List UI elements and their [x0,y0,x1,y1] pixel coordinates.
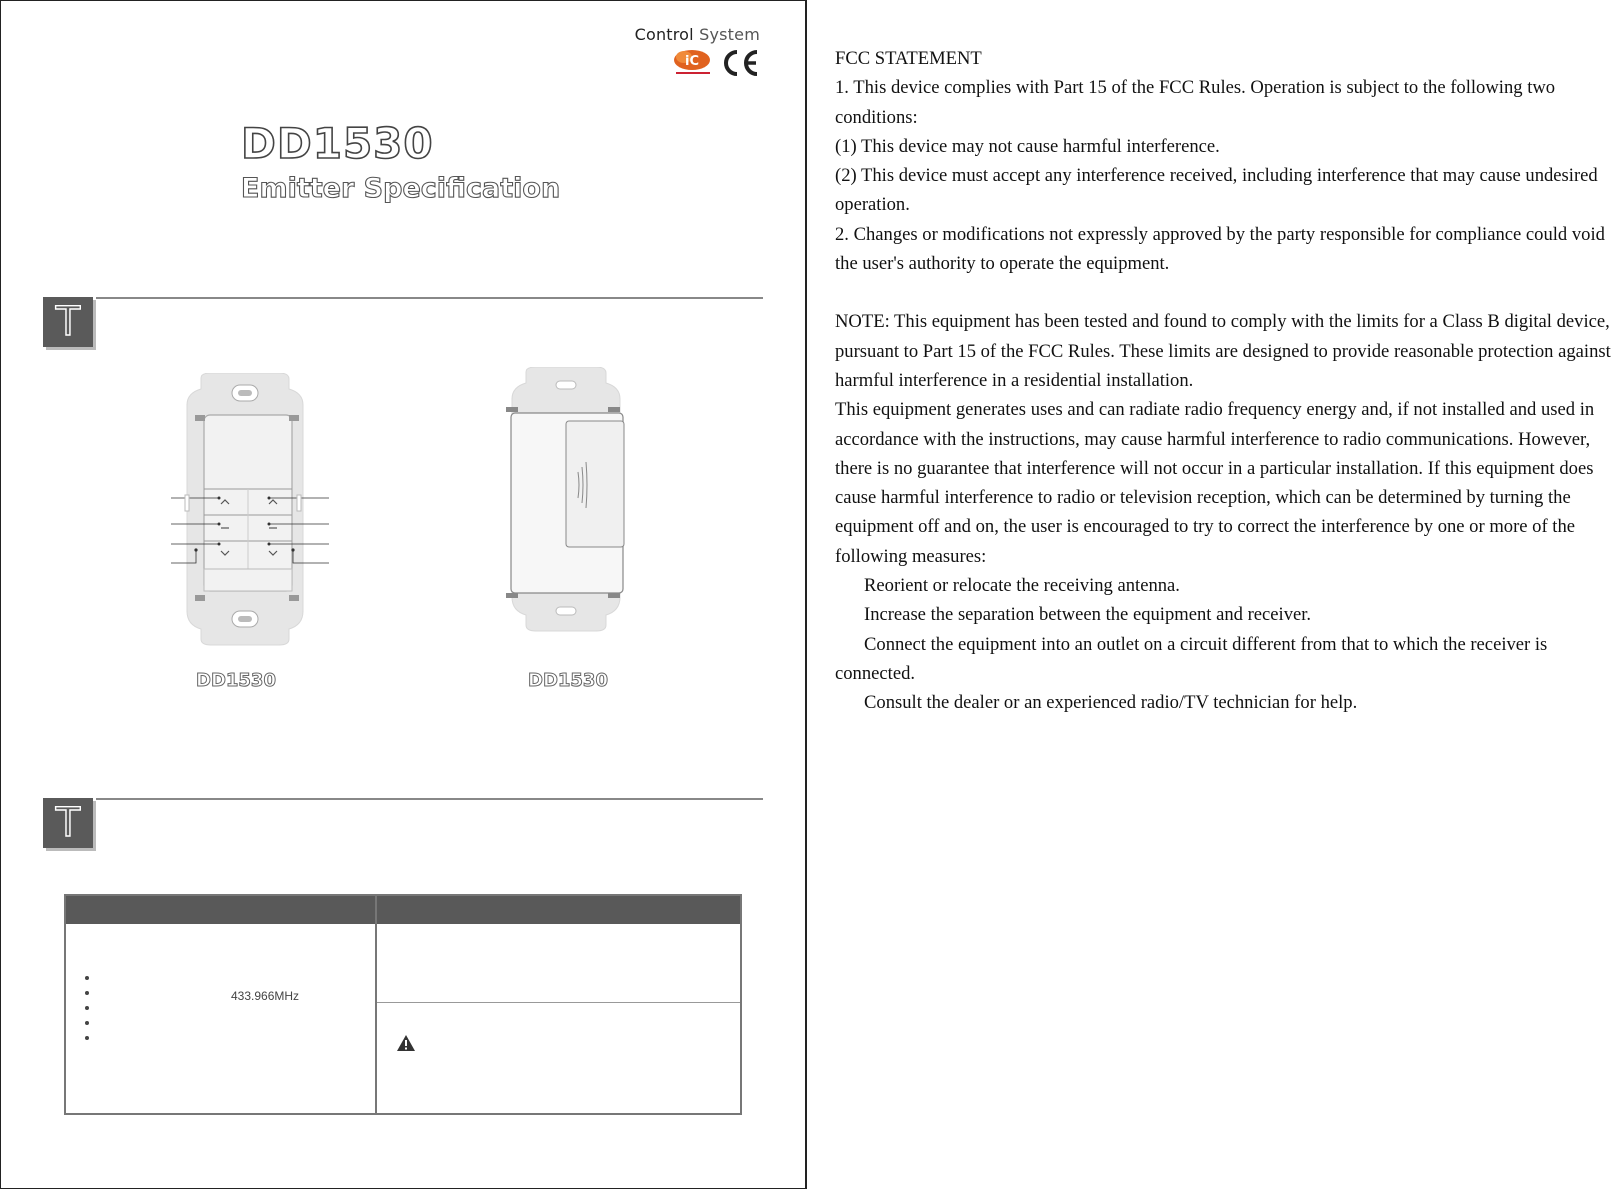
fcc-measure-item: Consult the dealer or an experienced radio/TV technician for help. [864,692,1358,714]
brand-name-bold: Control [634,25,694,44]
brand-name-light: System [699,25,760,44]
spec-bullet [85,1036,89,1040]
section-badge-1 [43,297,93,347]
spec-table-column-divider [375,896,377,1113]
section-badge-2 [43,798,93,848]
fcc-measure-item: Increase the separation between the equipment and receiver. [864,604,1312,626]
brand-name [635,25,760,44]
fcc-statement [835,44,1615,718]
spec-table-row-divider [377,1002,740,1003]
page-title: DD1530 [241,119,434,168]
title-block [241,121,560,204]
spec-bullet [85,976,89,980]
paragraph-gap [835,278,1615,307]
section-divider-2 [96,798,763,800]
svg-text:iC: iC [685,54,699,69]
spec-frequency-value: 433.966MHz [231,989,300,1003]
fcc-paragraph: (2) This device must accept any interference received, including interference that may cause undesired operation. [835,165,1598,216]
device-front-illustration [171,373,331,648]
spec-bullet [85,1006,89,1010]
device-label-back: DD1530 [528,670,608,691]
ce-mark-icon [722,48,760,78]
spec-bullet [85,991,89,995]
ismartcontrol-logo-icon [672,48,714,78]
fcc-heading: FCC STATEMENT [835,48,982,69]
left-page [0,0,807,1189]
spec-table-header [66,896,740,924]
fcc-paragraph: 2. Changes or modifications not expressly approved by the party responsible for compliance could void the user's authority to operate the equipment. [835,223,1605,275]
page-subtitle: Emitter Specification [241,173,561,205]
device-label-front: DD1530 [196,670,276,691]
section-divider-1 [96,297,763,299]
fcc-note-paragraph: This equipment generates uses and can radiate radio frequency energy and, if not installed and used in accordance with the instructions, may cause harmful interference to radio communications. However, there is no guarantee that interference will not occur in a particular installation. If this equipment does cause harmful interference to radio or television reception, which can be determined by turning the equipment off and on, the user is encouraged to try to correct the interference by one or more of the following measures: [835,399,1595,567]
fcc-measure-item: Connect the equipment into an outlet on a circuit different from that to which the receiver is connected. [835,633,1548,684]
fcc-paragraph: (1) This device may not cause harmful interference. [835,135,1220,157]
fcc-measure-item: Reorient or relocate the receiving antenna. [864,575,1180,597]
section-badge-letter: T [55,800,81,846]
spec-bullet [85,1021,89,1025]
fcc-note-paragraph: NOTE: This equipment has been tested and found to comply with the limits for a Class B digital device, pursuant to Part 15 of the FCC Rules. These limits are designed to provide reasonable protection against harmful interference in a residential installation. [835,311,1611,391]
device-back-illustration [504,367,634,642]
warning-triangle-icon [396,1034,416,1052]
spec-table [64,894,742,1115]
section-badge-letter: T [55,299,81,345]
brand-header [635,25,760,78]
fcc-paragraph: 1. This device complies with Part 15 of the FCC Rules. Operation is subject to the following two conditions: [835,77,1556,128]
